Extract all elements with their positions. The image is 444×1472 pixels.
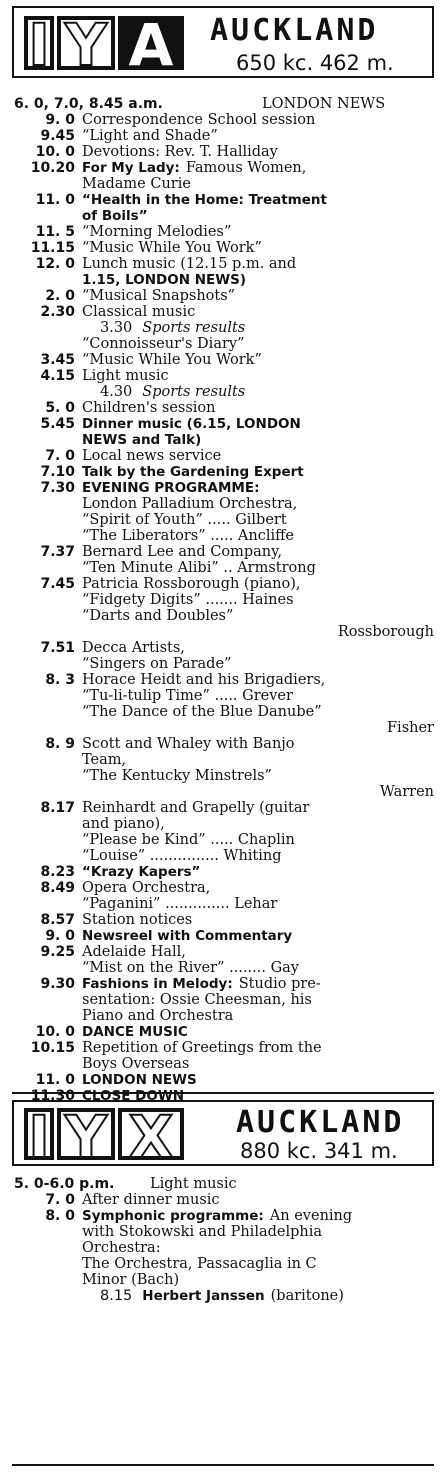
programme-text: Local news service bbox=[82, 448, 222, 464]
programme-entry bbox=[0, 1192, 444, 1208]
programme-text: “Fidgety Digits” ....... Haines bbox=[82, 592, 294, 608]
programme-highlight: NEWS and Talk) bbox=[82, 432, 202, 448]
programme-entry bbox=[0, 1040, 444, 1072]
programme-text: Reinhardt and Grapelly (guitar bbox=[82, 800, 310, 816]
programme-highlight: Talk by the Gardening Expert bbox=[82, 464, 304, 480]
programme-entry bbox=[0, 128, 444, 144]
programme-line bbox=[82, 1272, 434, 1288]
programme-line bbox=[262, 96, 434, 112]
sub-time: 8.15 bbox=[100, 1288, 133, 1304]
programme-line bbox=[82, 544, 434, 560]
logo-letter: I bbox=[24, 16, 54, 70]
programme-line bbox=[82, 608, 434, 624]
programme-time: 11. 5 bbox=[35, 224, 75, 240]
programme-line bbox=[82, 960, 434, 976]
programme-text: and piano), bbox=[82, 816, 165, 832]
station-frequency: 880 kc. 341 m. bbox=[240, 1139, 398, 1163]
programme-text: Adelaide Hall, bbox=[82, 944, 186, 960]
programme-text: Famous Women, bbox=[185, 160, 307, 176]
programme-entry bbox=[0, 544, 444, 576]
programme-text: “Louise” ............... Whiting bbox=[82, 848, 282, 864]
programme-entry bbox=[0, 1024, 444, 1040]
programme-text: “The Liberators” ..... Ancliffe bbox=[82, 528, 295, 544]
programme-line bbox=[82, 448, 434, 464]
programme-time: 11. 0 bbox=[35, 1072, 75, 1088]
programme-entry bbox=[0, 160, 444, 192]
programme-text: LONDON NEWS bbox=[262, 96, 386, 112]
programme-text: Patricia Rossborough (piano), bbox=[82, 576, 301, 592]
programme-line bbox=[82, 1224, 434, 1240]
programme-entry bbox=[0, 1208, 444, 1304]
programme-entry bbox=[0, 112, 444, 128]
programme-line bbox=[82, 1240, 434, 1256]
programme-list-1ya bbox=[0, 96, 444, 1104]
programme-line bbox=[82, 816, 434, 832]
programme-time: 9. 0 bbox=[45, 112, 75, 128]
programme-text: “Please be Kind” ..... Chaplin bbox=[82, 832, 295, 848]
programme-text: “The Kentucky Minstrels” bbox=[82, 768, 272, 784]
programme-text: Lunch music (12.15 p.m. and bbox=[82, 256, 297, 272]
programme-entry bbox=[0, 944, 444, 976]
programme-list-1yx bbox=[0, 1176, 444, 1304]
programme-highlight: LONDON NEWS bbox=[82, 1072, 197, 1088]
programme-text: Devotions: Rev. T. Halliday bbox=[82, 144, 278, 160]
programme-time: 8.57 bbox=[40, 912, 75, 928]
programme-line bbox=[82, 1008, 434, 1024]
programme-entry bbox=[0, 192, 444, 224]
programme-entry bbox=[0, 448, 444, 464]
section-divider bbox=[12, 1464, 434, 1466]
programme-highlight: Symphonic programme: bbox=[82, 1208, 264, 1224]
programme-time: 4.15 bbox=[40, 368, 75, 384]
programme-line bbox=[82, 896, 434, 912]
programme-text: “Darts and Doubles” bbox=[82, 608, 234, 624]
programme-entry bbox=[0, 672, 444, 736]
programme-time: 8.17 bbox=[40, 800, 75, 816]
programme-time: 2.30 bbox=[40, 304, 75, 320]
programme-line bbox=[82, 704, 434, 720]
programme-line bbox=[82, 880, 434, 896]
programme-time: 3.45 bbox=[40, 352, 75, 368]
programme-time: 7. 0 bbox=[45, 448, 75, 464]
programme-entry bbox=[0, 240, 444, 256]
programme-line bbox=[82, 784, 434, 800]
programme-line bbox=[82, 176, 434, 192]
programme-text: Orchestra: bbox=[82, 1240, 161, 1256]
programme-text: “Ten Minute Alibi” .. Armstrong bbox=[82, 560, 316, 576]
programme-text: Boys Overseas bbox=[82, 1056, 190, 1072]
programme-time: 9. 0 bbox=[45, 928, 75, 944]
programme-text: “Music While You Work” bbox=[82, 240, 262, 256]
programme-line bbox=[82, 144, 434, 160]
programme-line bbox=[150, 1176, 434, 1192]
logo-letter: X bbox=[118, 1108, 184, 1160]
programme-text: After dinner music bbox=[82, 1192, 220, 1208]
programme-time: 11.15 bbox=[30, 240, 75, 256]
programme-time: 2. 0 bbox=[45, 288, 75, 304]
programme-text: “Music While You Work” bbox=[82, 352, 262, 368]
programme-time: 5. 0 bbox=[45, 400, 75, 416]
programme-time: 8. 0 bbox=[45, 1208, 75, 1224]
section-divider bbox=[12, 1092, 434, 1094]
station-header-1ya bbox=[12, 6, 434, 78]
programme-line bbox=[82, 928, 434, 944]
programme-time: 6. 0, 7.0, 8.45 a.m. bbox=[14, 96, 163, 112]
programme-line bbox=[82, 736, 434, 752]
programme-text: Minor (Bach) bbox=[82, 1272, 180, 1288]
sub-item: Sports results bbox=[142, 384, 246, 400]
programme-highlight: CLOSE DOWN bbox=[82, 1088, 185, 1104]
programme-line bbox=[82, 384, 434, 400]
programme-time: 10. 0 bbox=[35, 1024, 75, 1040]
programme-highlight: Herbert Janssen bbox=[142, 1288, 265, 1304]
programme-entry bbox=[0, 1072, 444, 1088]
programme-time: 10. 0 bbox=[35, 144, 75, 160]
programme-time: 5. 0-6.0 p.m. bbox=[14, 1176, 115, 1192]
programme-highlight: Fashions in Melody: bbox=[82, 976, 233, 992]
programme-time: 7.45 bbox=[40, 576, 75, 592]
programme-line bbox=[82, 128, 434, 144]
programme-line bbox=[82, 1256, 434, 1272]
programme-line bbox=[82, 656, 434, 672]
programme-text: Horace Heidt and his Brigadiers, bbox=[82, 672, 326, 688]
programme-line bbox=[82, 672, 434, 688]
programme-line bbox=[82, 304, 434, 320]
programme-text: Light music bbox=[82, 368, 169, 384]
programme-entry bbox=[0, 976, 444, 1024]
programme-text: Decca Artists, bbox=[82, 640, 185, 656]
programme-entry bbox=[0, 480, 444, 544]
programme-line bbox=[82, 256, 434, 272]
programme-highlight: DANCE MUSIC bbox=[82, 1024, 188, 1040]
programme-entry bbox=[0, 880, 444, 912]
programme-line bbox=[82, 720, 434, 736]
programme-line bbox=[82, 1072, 434, 1088]
programme-entry bbox=[0, 256, 444, 288]
programme-text: “Paganini” .............. Lehar bbox=[82, 896, 278, 912]
programme-time: 8. 3 bbox=[45, 672, 75, 688]
programme-line bbox=[82, 432, 434, 448]
programme-line bbox=[82, 912, 434, 928]
programme-entry bbox=[0, 352, 444, 368]
station-logo-1yx bbox=[24, 1103, 187, 1171]
programme-time: 8. 9 bbox=[45, 736, 75, 752]
programme-entry bbox=[0, 224, 444, 240]
programme-entry bbox=[0, 464, 444, 480]
station-city: AUCKLAND bbox=[210, 13, 379, 48]
programme-time: 9.25 bbox=[40, 944, 75, 960]
programme-entry bbox=[0, 416, 444, 448]
programme-highlight: Dinner music (6.15, LONDON bbox=[82, 416, 301, 432]
composer-name: Warren bbox=[379, 784, 434, 800]
programme-highlight: “Krazy Kapers” bbox=[82, 864, 201, 880]
programme-text: “Spirit of Youth” ..... Gilbert bbox=[82, 512, 287, 528]
programme-line bbox=[82, 464, 434, 480]
programme-time: 11.30 bbox=[30, 1088, 75, 1104]
programme-highlight: “Health in the Home: Treatment bbox=[82, 192, 327, 208]
programme-text: Team, bbox=[82, 752, 127, 768]
programme-line bbox=[82, 288, 434, 304]
programme-time: 12. 0 bbox=[35, 256, 75, 272]
logo-letter: Y bbox=[57, 16, 115, 70]
programme-text: Light music bbox=[150, 1176, 237, 1192]
programme-time: 10.15 bbox=[30, 1040, 75, 1056]
programme-line bbox=[82, 992, 434, 1008]
programme-time: 9.30 bbox=[40, 976, 75, 992]
programme-line bbox=[82, 272, 434, 288]
programme-time: 8.23 bbox=[40, 864, 75, 880]
sub-time: 4.30 bbox=[100, 384, 133, 400]
programme-time: 7.30 bbox=[40, 480, 75, 496]
programme-text: Children's session bbox=[82, 400, 216, 416]
programme-line bbox=[82, 1024, 434, 1040]
programme-text: Bernard Lee and Company, bbox=[82, 544, 282, 560]
station-city: AUCKLAND bbox=[236, 1105, 405, 1140]
programme-line bbox=[82, 976, 434, 992]
programme-text: An evening bbox=[269, 1208, 353, 1224]
programme-text: “Morning Melodies” bbox=[82, 224, 232, 240]
programme-text: Classical music bbox=[82, 304, 196, 320]
programme-line bbox=[82, 112, 434, 128]
programme-text: sentation: Ossie Cheesman, his bbox=[82, 992, 312, 1008]
programme-line bbox=[82, 592, 434, 608]
programme-line bbox=[82, 864, 434, 880]
programme-highlight: EVENING PROGRAMME: bbox=[82, 480, 260, 496]
programme-text: “Singers on Parade” bbox=[82, 656, 232, 672]
programme-line bbox=[82, 160, 434, 176]
sub-time: 3.30 bbox=[100, 320, 133, 336]
programme-line bbox=[82, 768, 434, 784]
composer-name: Fisher bbox=[387, 720, 434, 736]
programme-line bbox=[82, 320, 434, 336]
programme-line bbox=[82, 832, 434, 848]
programme-line bbox=[82, 208, 434, 224]
programme-time: 11. 0 bbox=[35, 192, 75, 208]
programme-time: 7.37 bbox=[40, 544, 75, 560]
programme-time: 7.51 bbox=[40, 640, 75, 656]
programme-entry bbox=[0, 912, 444, 928]
programme-text: Opera Orchestra, bbox=[82, 880, 211, 896]
programme-text: with Stokowski and Philadelphia bbox=[82, 1224, 323, 1240]
programme-text: “Tu-li-tulip Time” ..... Grever bbox=[82, 688, 293, 704]
logo-letter: I bbox=[24, 1108, 54, 1160]
programme-entry bbox=[0, 800, 444, 864]
programme-line bbox=[82, 528, 434, 544]
programme-line bbox=[82, 1208, 434, 1224]
programme-entry bbox=[0, 96, 444, 112]
station-frequency: 650 kc. 462 m. bbox=[236, 51, 394, 75]
programme-line bbox=[82, 224, 434, 240]
programme-text: Scott and Whaley with Banjo bbox=[82, 736, 295, 752]
programme-highlight: For My Lady: bbox=[82, 160, 180, 176]
programme-text: Station notices bbox=[82, 912, 193, 928]
programme-highlight: Newsreel with Commentary bbox=[82, 928, 293, 944]
programme-line bbox=[82, 640, 434, 656]
programme-time: 7. 0 bbox=[45, 1192, 75, 1208]
programme-entry bbox=[0, 736, 444, 800]
programme-line bbox=[82, 1056, 434, 1072]
programme-line bbox=[82, 624, 434, 640]
programme-entry bbox=[0, 368, 444, 400]
programme-line bbox=[82, 512, 434, 528]
programme-line bbox=[82, 192, 434, 208]
programme-entry bbox=[0, 144, 444, 160]
programme-highlight: of Boils” bbox=[82, 208, 148, 224]
programme-text: Repetition of Greetings from the bbox=[82, 1040, 322, 1056]
programme-text: “Musical Snapshots” bbox=[82, 288, 236, 304]
programme-line bbox=[82, 480, 434, 496]
programme-line bbox=[82, 496, 434, 512]
logo-letter: Y bbox=[57, 1108, 115, 1160]
programme-line bbox=[82, 240, 434, 256]
programme-entry bbox=[0, 928, 444, 944]
programme-time: 5.45 bbox=[40, 416, 75, 432]
sub-item: Sports results bbox=[142, 320, 246, 336]
programme-text: Madame Curie bbox=[82, 176, 191, 192]
composer-name: Rossborough bbox=[337, 624, 434, 640]
programme-text: “The Dance of the Blue Danube” bbox=[82, 704, 322, 720]
programme-time: 8.49 bbox=[40, 880, 75, 896]
programme-line bbox=[82, 576, 434, 592]
programme-line bbox=[82, 560, 434, 576]
programme-text: “Mist on the River” ........ Gay bbox=[82, 960, 299, 976]
programme-line bbox=[82, 752, 434, 768]
programme-entry bbox=[0, 864, 444, 880]
programme-text: “Light and Shade” bbox=[82, 128, 218, 144]
programme-line bbox=[82, 336, 434, 352]
programme-text: “Connoisseur's Diary” bbox=[82, 336, 245, 352]
programme-time: 7.10 bbox=[40, 464, 75, 480]
programme-line bbox=[82, 848, 434, 864]
programme-line bbox=[82, 1040, 434, 1056]
programme-line bbox=[82, 368, 434, 384]
station-logo-1ya bbox=[24, 11, 187, 79]
programme-line bbox=[82, 688, 434, 704]
programme-line bbox=[82, 800, 434, 816]
station-header-1yx bbox=[12, 1100, 434, 1171]
programme-entry bbox=[0, 288, 444, 304]
programme-line bbox=[82, 400, 434, 416]
programme-text: (baritone) bbox=[270, 1288, 344, 1304]
programme-entry bbox=[0, 304, 444, 352]
programme-line bbox=[82, 1288, 434, 1304]
programme-text: Piano and Orchestra bbox=[82, 1008, 234, 1024]
programme-line bbox=[82, 1192, 434, 1208]
programme-line bbox=[82, 352, 434, 368]
programme-line bbox=[82, 416, 434, 432]
programme-time: 10.20 bbox=[30, 160, 75, 176]
logo-letter: A bbox=[118, 16, 184, 70]
programme-text: Studio pre- bbox=[238, 976, 321, 992]
programme-entry bbox=[0, 400, 444, 416]
programme-entry bbox=[0, 640, 444, 672]
programme-time: 9.45 bbox=[40, 128, 75, 144]
programme-entry bbox=[0, 1176, 444, 1192]
programme-text: Correspondence School session bbox=[82, 112, 316, 128]
programme-line bbox=[82, 944, 434, 960]
programme-text: London Palladium Orchestra, bbox=[82, 496, 298, 512]
programme-entry bbox=[0, 576, 444, 640]
programme-text: The Orchestra, Passacaglia in C bbox=[82, 1256, 317, 1272]
programme-highlight: 1.15, LONDON NEWS) bbox=[82, 272, 247, 288]
